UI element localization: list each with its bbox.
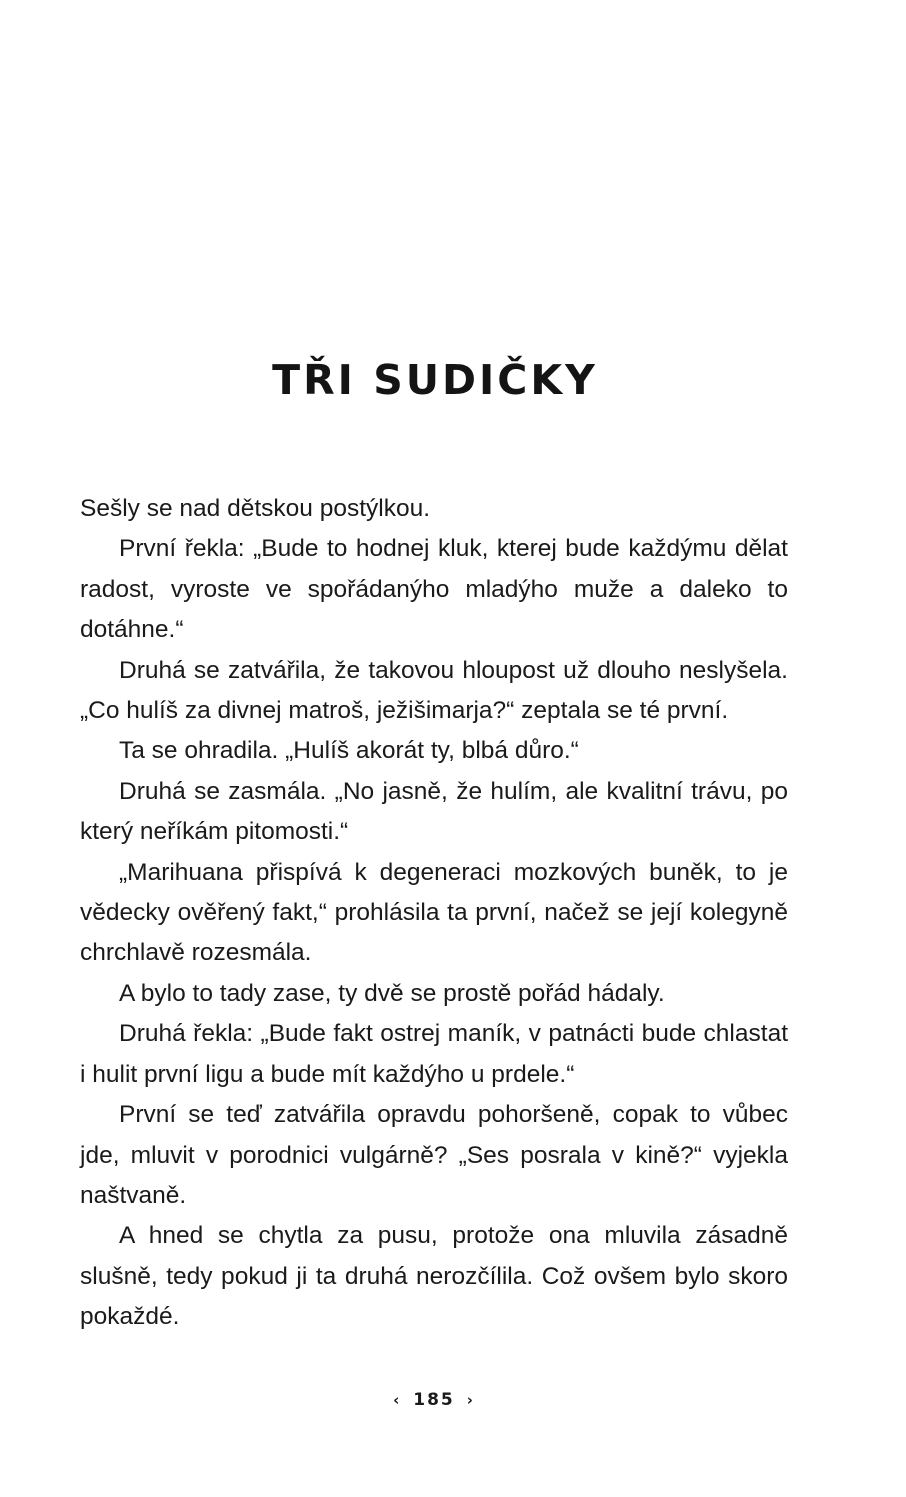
chevron-right-icon: › bbox=[466, 1391, 475, 1409]
paragraph: Druhá se zasmála. „No jasně, že hulím, ale kvalitní trávu, po který neříkám pitomosti.“ bbox=[80, 777, 788, 846]
paragraph: První se teď zatvářila opravdu pohoršeně, copak to vůbec jde, mluvit v porodnici vulgárně? „Ses posrala v kině?“ vyjekla naštvaně. bbox=[80, 1101, 788, 1209]
paragraph: První řekla: „Bude to hodnej kluk, kterej bude každýmu dělat radost, vyroste ve spořádanýho mladýho muže a daleko to dotáhne.“ bbox=[80, 535, 788, 644]
page-footer bbox=[0, 1390, 868, 1410]
paragraph: Ta se ohradila. „Hulíš akorát ty, blbá důro.“ bbox=[119, 737, 579, 765]
paragraph: „Marihuana přispívá k degeneraci mozkových buněk, to je vědecky ověřený fakt,“ prohlásila ta první, načež se její kolegyně chrchlavě rozesmála. bbox=[80, 858, 788, 967]
paragraph: A bylo to tady zase, ty dvě se prostě pořád hádaly. bbox=[119, 979, 665, 1007]
paragraph: Sešly se nad dětskou postýlkou. bbox=[80, 495, 431, 522]
paragraph: Druhá řekla: „Bude fakt ostrej maník, v patnácti bude chlastat i hulit první ligu a bude mít každýho u prdele.“ bbox=[80, 1020, 788, 1088]
paragraph: A hned se chytla za pusu, protože ona mluvila zásadně slušně, tedy pokud ji ta druhá nerozčílila. Což ovšem bylo skoro pokaždé. bbox=[80, 1222, 788, 1331]
page-number: 185 bbox=[413, 1390, 455, 1410]
chapter-title: TŘI SUDIČKY bbox=[272, 356, 598, 404]
chevron-left-icon: ‹ bbox=[393, 1391, 402, 1409]
paragraph: Druhá se zatvářila, že takovou hloupost už dlouho neslyšela. „Co hulíš za divnej matroš, ježišimarja?“ zeptala se té první. bbox=[80, 656, 788, 725]
chapter-body bbox=[80, 489, 788, 1338]
